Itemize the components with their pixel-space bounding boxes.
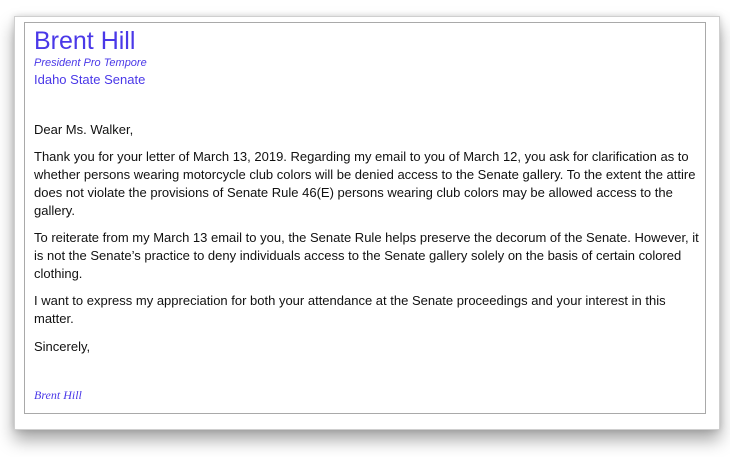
letter-paragraph-3: I want to express my appreciation for both your attendance at the Senate proceedings and your interest in this matter. [34,293,666,326]
sender-title: President Pro Tempore [34,57,147,69]
letter-paragraph-2: To reiterate from my March 13 email to you, the Senate Rule helps preserve the decorum of the Senate. However, it is not the Senate’s practice to deny individuals access to the Senate gallery solely on the basis of certain colored clothing. [34,230,699,281]
letter-signature: Brent Hill [34,388,82,402]
sender-organization: Idaho State Senate [34,72,146,87]
sender-name: Brent Hill [34,27,136,55]
letter-closing: Sincerely, [34,339,91,354]
letter-paragraph-1: Thank you for your letter of March 13, 2019. Regarding my email to you of March 12, you ask for clarification as to whether persons wearing motorcycle club colors will be denied access to the Senate gallery. To the extent the attire does not violate the provisions of Senate Rule 46(E) persons wearing club colors may be allowed access to the gallery. [34,149,696,218]
letter-body [24,22,706,414]
letter-greeting: Dear Ms. Walker, [34,122,134,137]
